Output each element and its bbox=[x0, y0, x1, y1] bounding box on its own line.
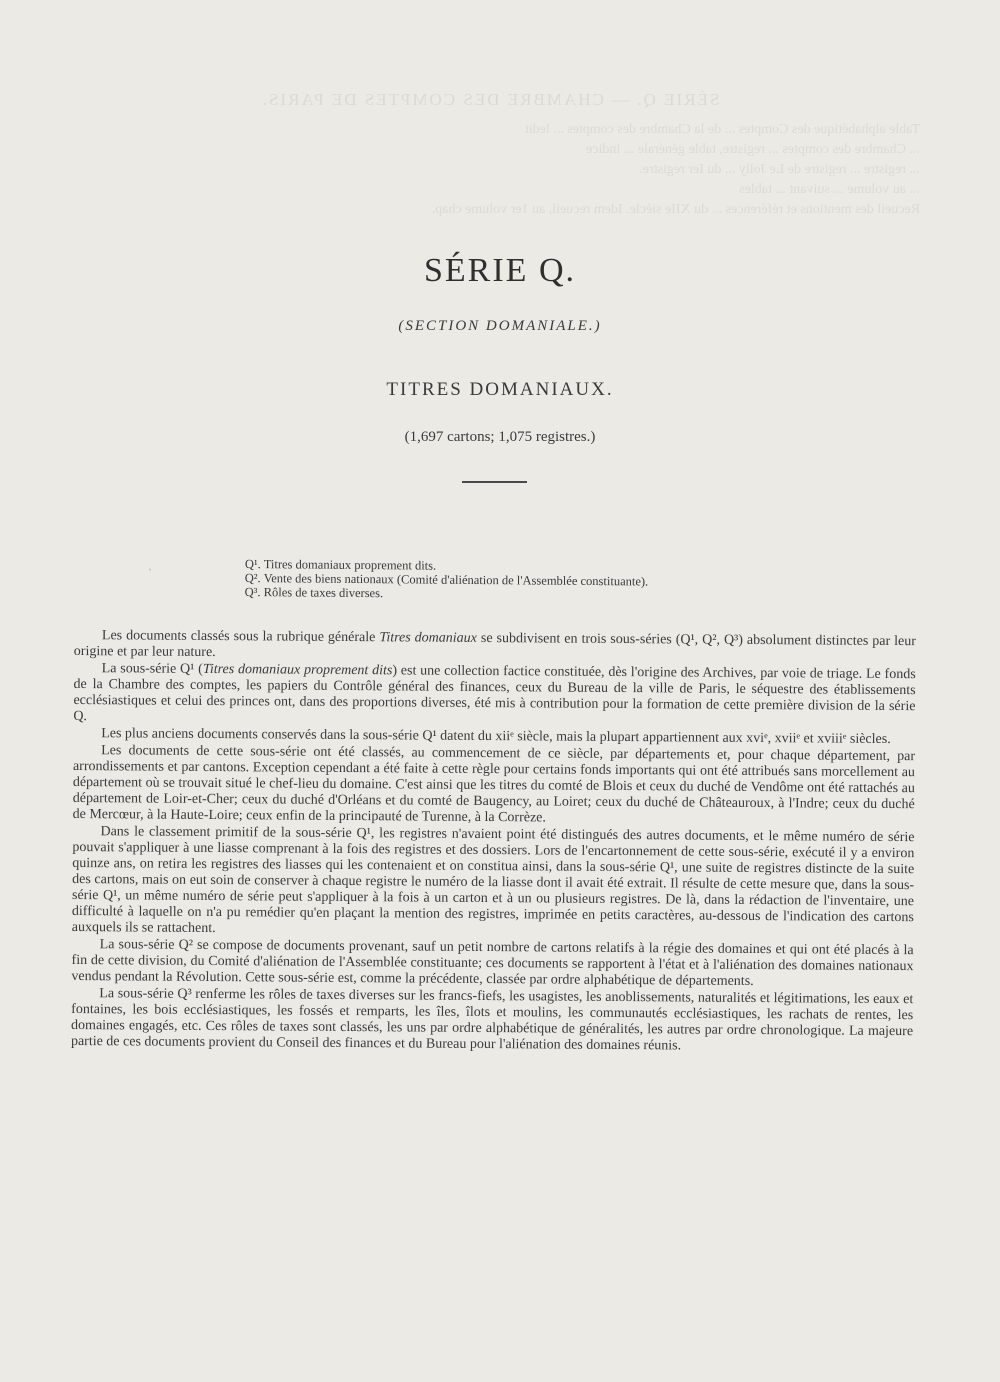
paragraph-text: ) est une collection factice constituée, dès l'origine des Archives, par voie de triage. Le fonds de la Chambre des comptes, les papiers du Contrôle général des finances, ceux du Bureau de la ville de Paris, le séquestre des établissements ecclésiastiques et celui des princes ont, dans des proportions diverses, été mis à contribution pour la formation de cette première division de la série Q. bbox=[73, 663, 916, 725]
bleed-line: Table alphabétique des Comptes ... de la Chambre des comptes ... ledit bbox=[524, 122, 920, 137]
paragraph bbox=[72, 824, 915, 942]
holdings-count: (1,697 cartons; 1,075 registres.) bbox=[404, 429, 596, 445]
subseries-list bbox=[245, 557, 805, 604]
bleed-line: ... registre ... registre de Le Jolly ... du Ier registre. bbox=[639, 162, 920, 177]
margin-mark: ˌ bbox=[148, 557, 152, 571]
reverse-page-bleed-through bbox=[60, 90, 920, 260]
divider-rule bbox=[462, 481, 527, 483]
paragraph-text: Les documents de cette sous-série ont été classés, au commencement de ce siècle, par départements et, pour chaque département, par arrondissements et par cantons. Exception cependant a été faite à cette règle pour certains fonds importants qui ont été attribués sans morcellement au département où se trouvait situé le chef-lieu du domaine. C'est ainsi que les titres du comté de Blois et ceux du duché de Vendôme ont été rattachés au département de Loir-et-Cher; ceux du duché d'Orléans et du comté de Baugency, au Loiret; ceux du duché de Châteauroux, à l'Indre; ceux du duché de Mercœur, à la Haute-Loire; ceux enfin de la principauté de Turenne, à la Corrèze. bbox=[72, 743, 916, 826]
bleed-line: ... au volume ... suivant ... tables bbox=[739, 182, 920, 197]
paragraph-emphasis: Titres domaniaux bbox=[379, 630, 477, 646]
section-subtitle: (SECTION DOMANIALE.) bbox=[398, 318, 602, 334]
paragraph-text: Les documents classés sous la rubrique générale bbox=[101, 628, 380, 646]
paragraph bbox=[73, 743, 916, 829]
paragraph bbox=[73, 661, 915, 731]
subseries-item-q1: Q¹. Titres domaniaux proprement dits. bbox=[244, 557, 437, 573]
series-title: SÉRIE Q. bbox=[424, 252, 576, 289]
subseries-item-q3: Q³. Rôles de taxes diverses. bbox=[244, 584, 384, 601]
body-text bbox=[71, 628, 916, 1057]
paragraph-text: La sous-série Q² se compose de documents provenant, sauf un petit nombre de cartons relatifs à la régie des domaines et qui ont été placés à la fin de cette division, du Comité d'aliénation de l'Assemblée constituante; ces documents se rapportent à l'état et à l'aliénation des domaines nationaux vendus pendant la Révolution. Cette sous-série est, comme la précédente, classée par ordre alphabétique de départements. bbox=[71, 937, 914, 989]
bleed-line: Recueil des mentions et références ... du XIIe siècle. Idem recueil, au 1er volume chap. bbox=[431, 202, 920, 217]
subseries-item-q2: Q². Vente des biens nationaux (Comité d'aliénation de l'Assemblée constituante). bbox=[244, 570, 649, 589]
paragraph-text: Les plus anciens documents conservés dans la sous-série Q¹ datent du xiiᵉ siècle, mais la plupart appartiennent aux xviᵉ, xviiᵉ et xviiiᵉ siècles. bbox=[101, 726, 891, 747]
paragraph bbox=[71, 937, 913, 991]
paragraph-text: se subdivisent en trois sous-séries (Q¹, Q², Q³) absolument distinctes par leur origine et par leur nature. bbox=[73, 630, 916, 661]
paragraph bbox=[71, 986, 913, 1056]
paragraph-text: Dans le classement primitif de la sous-série Q¹, les registres n'avaient point été distingués des autres documents, et le même numéro de série pouvait s'appliquer à une liasse comprenant à la fois des registres et des dossiers. Lors de l'encartonnement de cette sous-série, exécuté il y a environ quinze ans, on retira les registres des liasses qui les contenaient et on constitua ainsi, dans la sous-série Q¹, une suite de registres distincte de la suite des cartons, mais on eut soin de conserver à chaque registre le numéro de la liasse dont il avait été extrait. Il résulte de cette mesure que, dans la sous-série Q¹, un même numéro de série peut s'appliquer à la fois à un carton et à un ou plusieurs registres. De là, dans la rédaction de l'inventaire, une difficulté à laquelle on n'a pu remédier qu'en plaçant la mention des registres, imprimée en petits caractères, au-dessous de l'indication des cartons auxquels ils se rattachent. bbox=[71, 824, 915, 937]
section-heading: TITRES DOMANIAUX. bbox=[386, 379, 614, 400]
paragraph bbox=[74, 628, 916, 666]
bleed-line: ... Chambre des comptes ... registre, table générale ... indice bbox=[586, 142, 920, 157]
paragraph-text: La sous-série Q¹ ( bbox=[101, 661, 203, 677]
paragraph-text: La sous-série Q³ renferme les rôles de taxes diverses sur les francs-fiefs, les usagistes, les anoblissements, naturalités et légitimations, les eaux et fontaines, les bois ecclésiastiques, les fossés et remparts, les îles, îlots et moulins, les communautés ecclésiastiques, les rachats de rentes, les domaines engagés, etc. Ces rôles de taxes sont classés, les uns par ordre alphabétique de généralités, les autres par ordre chronologique. La majeure partie de ces documents provient du Conseil des finances et du Bureau pour l'aliénation des domaines réunis. bbox=[70, 986, 914, 1054]
bleed-title: SÉRIE Q. — CHAMBRE DES COMPTES DE PARIS. bbox=[260, 90, 720, 109]
paragraph-emphasis: Titres domaniaux proprement dits bbox=[202, 661, 393, 679]
